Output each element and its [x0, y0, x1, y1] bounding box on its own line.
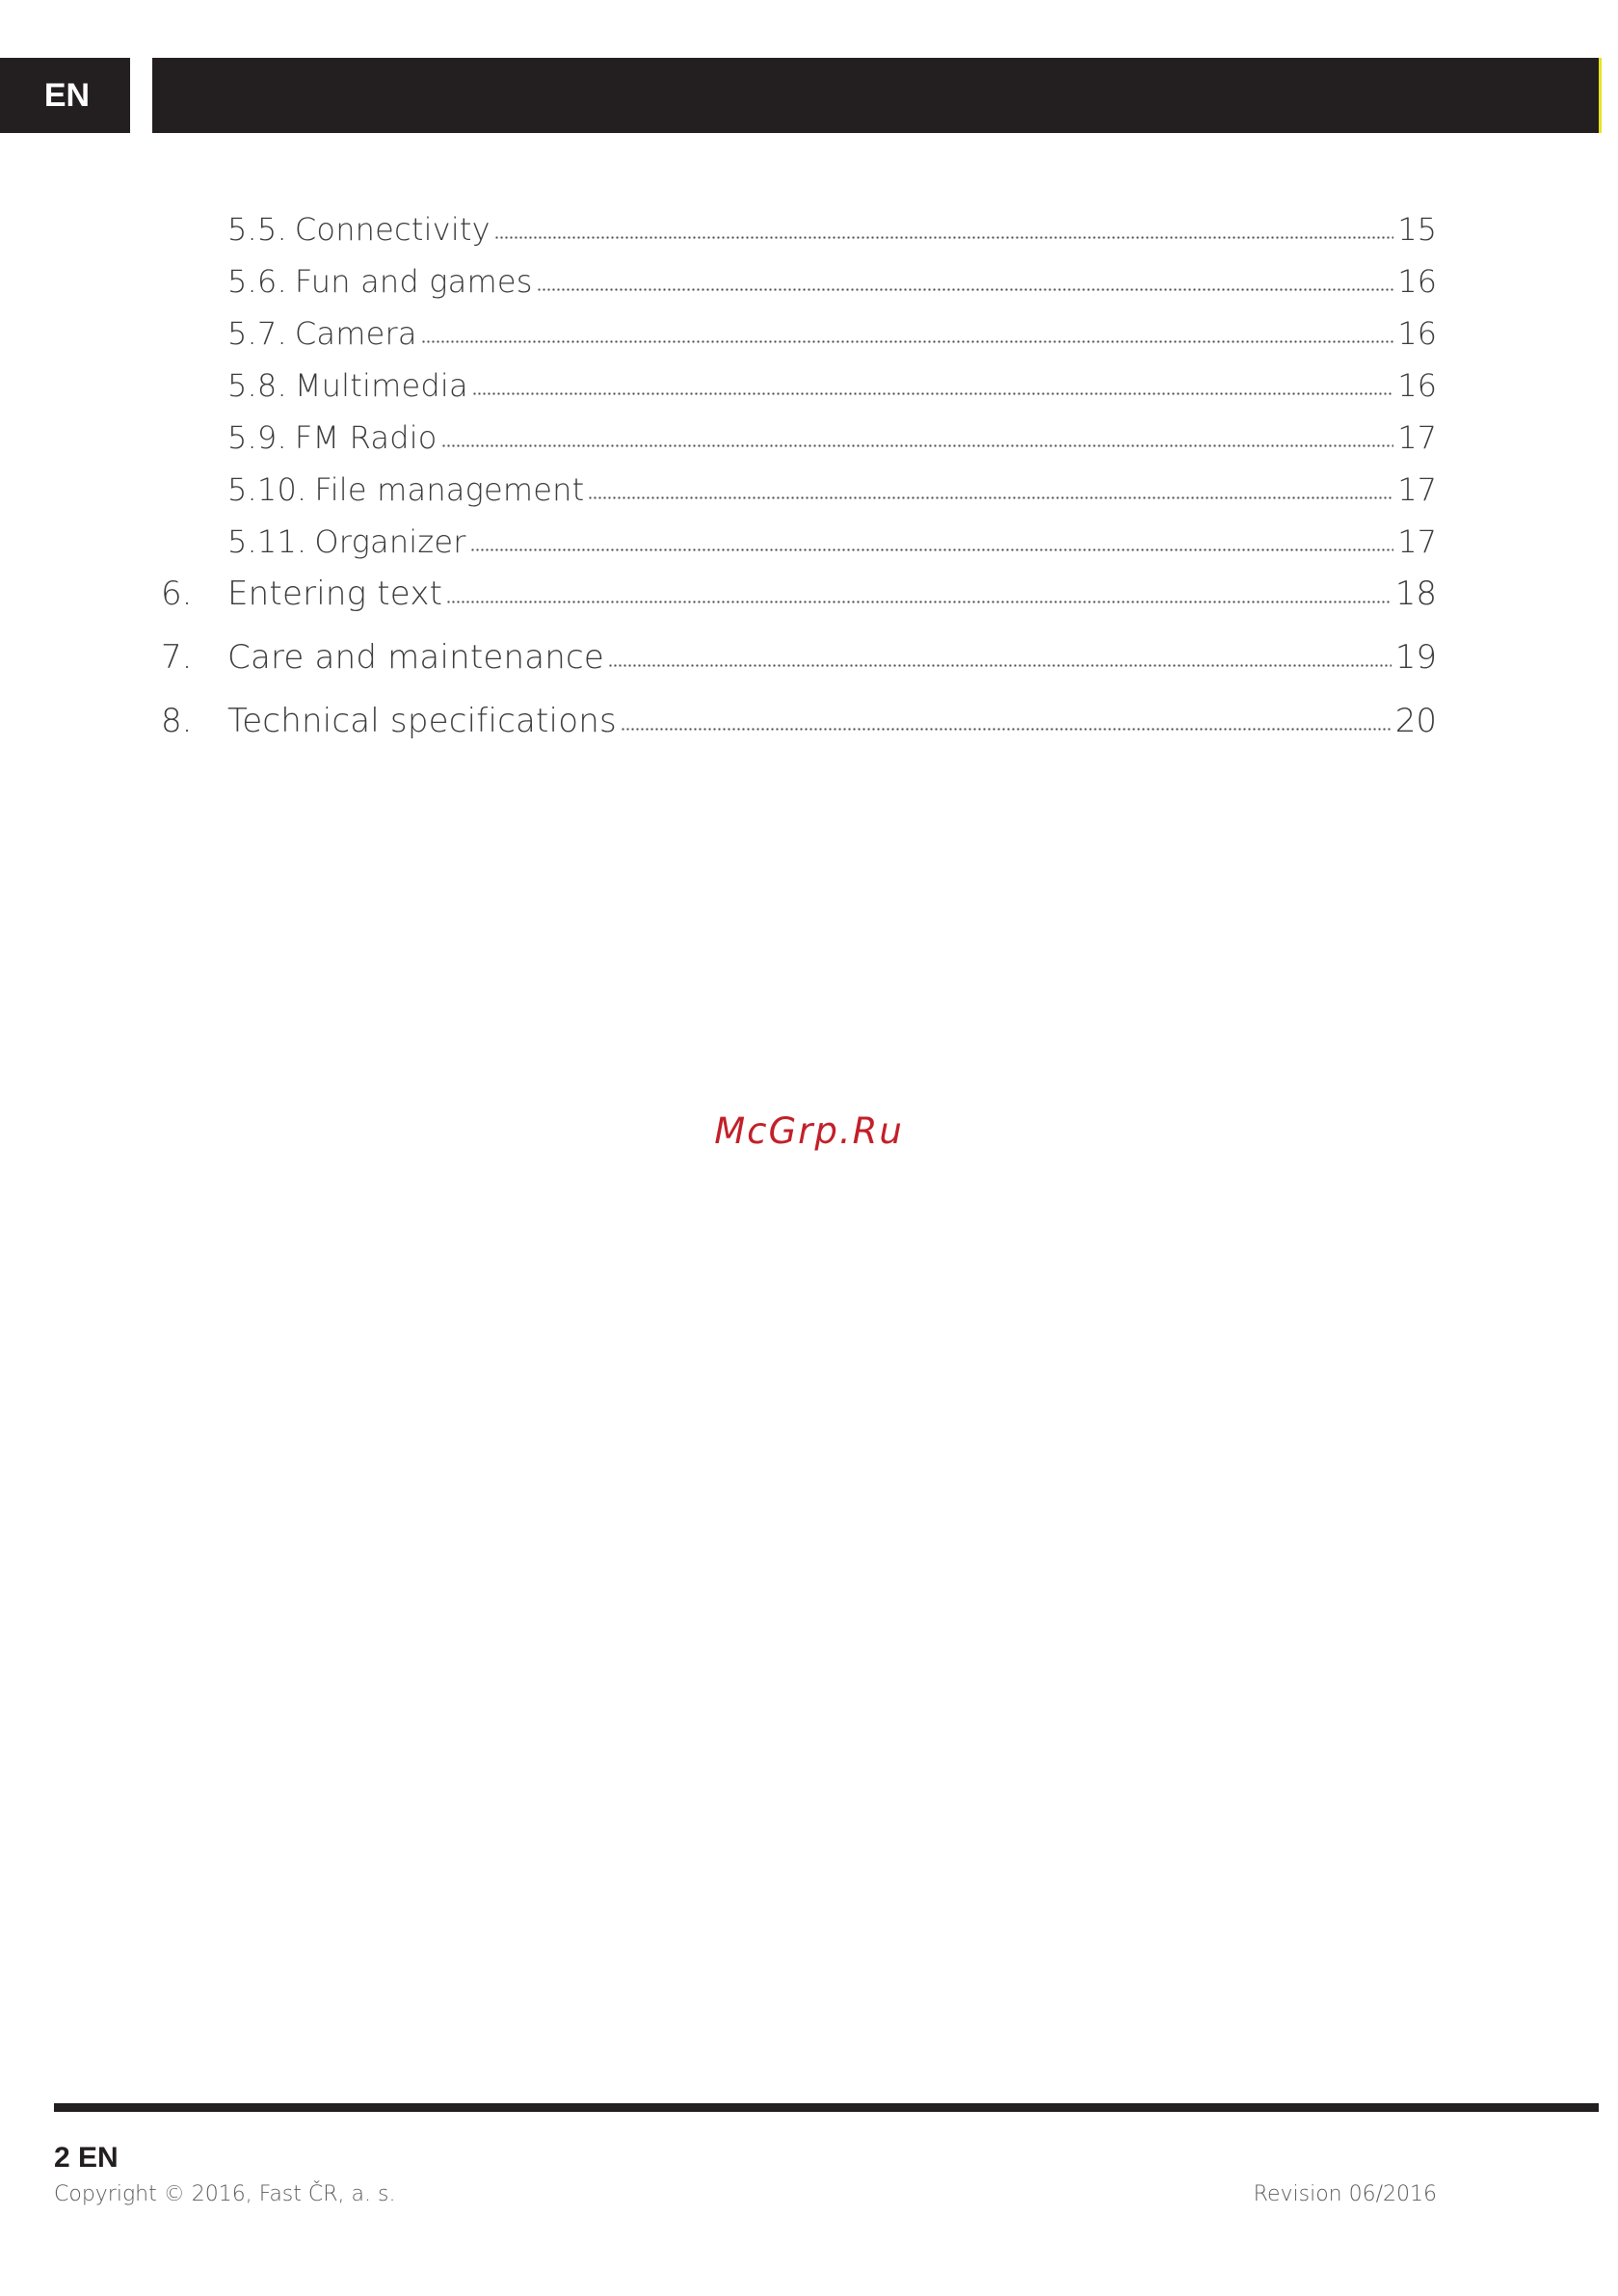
- language-label: EN: [43, 76, 91, 114]
- toc-entry-page: 17: [1397, 471, 1437, 508]
- language-badge: [0, 58, 130, 133]
- toc-entry-number: 5.5.: [227, 211, 287, 248]
- toc-entry-page: 17: [1397, 419, 1437, 456]
- toc-entry-title: Entering text: [227, 574, 443, 613]
- toc-entry-title: File management: [314, 471, 585, 508]
- toc-entry-number: 5.7.: [227, 315, 287, 352]
- toc-entry-file-management[interactable]: [227, 470, 1437, 509]
- toc-entry-number: 5.11.: [227, 523, 307, 560]
- toc-entry-page: 20: [1394, 702, 1437, 740]
- footer-rule: [54, 2103, 1599, 2112]
- toc-entry-number: 5.9.: [227, 419, 287, 456]
- toc-entry-page: 16: [1397, 367, 1437, 404]
- toc-entry-entering-text[interactable]: [161, 574, 1437, 613]
- toc-entry-title: Organizer: [314, 523, 466, 560]
- toc-leader-dots: [621, 728, 1392, 731]
- toc-entry-title: Care and maintenance: [227, 638, 605, 677]
- watermark: McGrp.Ru: [714, 1110, 904, 1152]
- toc-leader-dots: [608, 664, 1392, 667]
- toc-leader-dots: [537, 288, 1394, 291]
- toc-entry-title: Fun and games: [294, 263, 533, 300]
- toc-entry-multimedia[interactable]: [227, 366, 1437, 405]
- toc-leader-dots: [588, 496, 1393, 499]
- toc-leader-dots: [494, 236, 1393, 239]
- toc-leader-dots: [472, 392, 1394, 395]
- footer-page-number: 2 EN: [54, 2142, 119, 2174]
- toc-entry-number: 5.6.: [227, 263, 287, 300]
- header-bar: [152, 58, 1599, 133]
- toc-entry-number: 5.10.: [227, 471, 307, 508]
- toc-entry-page: 16: [1397, 263, 1437, 300]
- toc-entry-title: FM Radio: [294, 419, 438, 456]
- toc-entry-camera[interactable]: [227, 314, 1437, 353]
- header-accent-stripe: [1599, 58, 1602, 133]
- toc-entry-technical-specifications[interactable]: [161, 702, 1437, 740]
- footer-revision: Revision 06/2016: [1253, 2182, 1437, 2206]
- toc-entry-title: Connectivity: [294, 211, 491, 248]
- toc-entry-connectivity[interactable]: [227, 210, 1437, 249]
- toc-entry-fun-and-games[interactable]: [227, 262, 1437, 301]
- toc-entry-title: Multimedia: [294, 367, 468, 404]
- toc-entry-organizer[interactable]: [227, 522, 1437, 561]
- toc-entry-page: 18: [1394, 574, 1437, 613]
- toc-leader-dots: [446, 601, 1392, 603]
- toc-leader-dots: [470, 548, 1394, 551]
- toc-entry-fm-radio[interactable]: [227, 418, 1437, 457]
- toc-leader-dots: [441, 444, 1394, 447]
- toc-entry-page: 19: [1394, 638, 1437, 677]
- toc-entry-page: 15: [1397, 211, 1437, 248]
- toc-leader-dots: [421, 340, 1394, 343]
- toc-entry-number: 8.: [161, 702, 193, 740]
- toc-entry-care-and-maintenance[interactable]: [161, 638, 1437, 677]
- toc-entry-page: 17: [1397, 523, 1437, 560]
- footer-copyright: Copyright © 2016, Fast ČR, a. s.: [54, 2182, 396, 2206]
- toc-entry-number: 7.: [161, 638, 193, 677]
- toc-entry-title: Camera: [294, 315, 417, 352]
- toc-entry-number: 6.: [161, 574, 193, 613]
- toc-entry-page: 16: [1397, 315, 1437, 352]
- toc-entry-title: Technical specifications: [227, 702, 617, 740]
- toc-entry-number: 5.8.: [227, 367, 287, 404]
